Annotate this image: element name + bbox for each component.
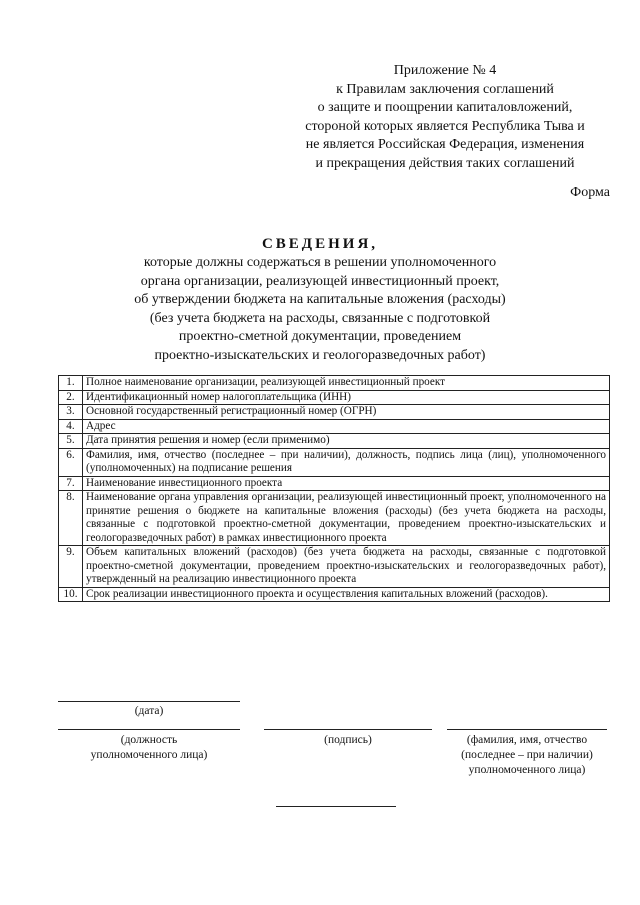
row-text: Дата принятия решения и номер (если применимо) bbox=[83, 434, 610, 449]
row-text: Идентификационный номер налогоплательщика (ИНН) bbox=[83, 390, 610, 405]
appendix-header bbox=[280, 62, 610, 173]
row-number: 6. bbox=[59, 448, 83, 476]
row-number: 4. bbox=[59, 419, 83, 434]
subtitle-line: органа организации, реализующей инвестиционный проект, bbox=[140, 273, 500, 289]
table-row bbox=[59, 587, 610, 602]
appendix-line: не является Российская Федерация, изменения bbox=[305, 137, 585, 152]
table-row bbox=[59, 405, 610, 420]
table-row bbox=[59, 434, 610, 449]
row-number: 9. bbox=[59, 546, 83, 588]
table-row bbox=[59, 448, 610, 476]
signature-line bbox=[264, 729, 432, 730]
appendix-line: к Правилам заключения соглашений bbox=[336, 81, 554, 97]
signature-caption: (подпись) bbox=[324, 734, 372, 746]
appendix-line: и прекращения действия таких соглашений bbox=[315, 155, 575, 171]
row-number: 7. bbox=[59, 476, 83, 491]
row-text: Полное наименование организации, реализующей инвестиционный проект bbox=[83, 376, 610, 391]
row-number: 8. bbox=[59, 491, 83, 546]
table-row bbox=[59, 390, 610, 405]
row-number: 3. bbox=[59, 405, 83, 420]
appendix-line: о защите и поощрении капиталовложений, bbox=[317, 100, 573, 115]
subtitle-line: об утверждении бюджета на капитальные вложения (расходы) bbox=[134, 292, 506, 307]
row-text: Основной государственный регистрационный номер (ОГРН) bbox=[83, 405, 610, 420]
appendix-line: Приложение № 4 bbox=[393, 63, 497, 78]
appendix-line: стороной которых является Республика Тыва и bbox=[305, 118, 585, 134]
row-text: Наименование инвестиционного проекта bbox=[83, 476, 610, 491]
row-text: Наименование органа управления организации, реализующей инвестиционный проект, уполномоченного на принятие решения о бюджете на капитальные вложения (расходы) (без учета бюджета на расходы, связанные с подготовкой проектно-сметной документации, проведением проектно-изыскательских и геологоразведочных работ) в рамках инвестиционного проекта bbox=[83, 491, 610, 546]
row-number: 10. bbox=[59, 587, 83, 602]
date-line bbox=[58, 701, 240, 702]
caption-line: уполномоченного лица) bbox=[90, 749, 208, 761]
date-caption: (дата) bbox=[134, 705, 164, 717]
table-row bbox=[59, 476, 610, 491]
row-number: 5. bbox=[59, 434, 83, 449]
name-line bbox=[447, 729, 607, 730]
name-caption bbox=[437, 733, 617, 778]
caption-line: (должность bbox=[120, 734, 178, 746]
row-text: Объем капитальных вложений (расходов) (без учета бюджета на расходы, связанные с подготовкой проектно-сметной документации, проведением проектно-изыскательских и геологоразведочных работ), утвержденный на реализацию инвестиционного проекта bbox=[83, 546, 610, 588]
info-table bbox=[58, 375, 610, 602]
subtitle-line: которые должны содержаться в решении уполномоченного bbox=[143, 255, 497, 270]
row-number: 1. bbox=[59, 376, 83, 391]
table-row bbox=[59, 491, 610, 546]
document-subtitle bbox=[90, 254, 550, 365]
table-row bbox=[59, 376, 610, 391]
table-row bbox=[59, 546, 610, 588]
subtitle-line: проектно-изыскательских и геологоразведочных работ) bbox=[154, 347, 486, 363]
position-caption bbox=[58, 733, 240, 763]
closing-separator-line bbox=[276, 806, 396, 807]
form-label: Форма bbox=[570, 185, 610, 200]
row-text: Срок реализации инвестиционного проекта и осуществления капитальных вложений (расходов). bbox=[83, 587, 610, 602]
row-text: Фамилия, имя, отчество (последнее – при наличии), должность, подпись лица (лиц), уполномоченного (уполномоченных) на подписание решения bbox=[83, 448, 610, 476]
subtitle-line: проектно-сметной документации, проведением bbox=[178, 329, 462, 344]
document-title: СВЕДЕНИЯ, bbox=[261, 236, 379, 252]
caption-line: уполномоченного лица) bbox=[468, 764, 586, 776]
row-number: 2. bbox=[59, 390, 83, 405]
subtitle-line: (без учета бюджета на расходы, связанные с подготовкой bbox=[149, 310, 491, 326]
row-text: Адрес bbox=[83, 419, 610, 434]
caption-line: (последнее – при наличии) bbox=[461, 749, 593, 761]
table-row bbox=[59, 419, 610, 434]
position-line bbox=[58, 729, 240, 730]
caption-line: (фамилия, имя, отчество bbox=[466, 734, 588, 746]
